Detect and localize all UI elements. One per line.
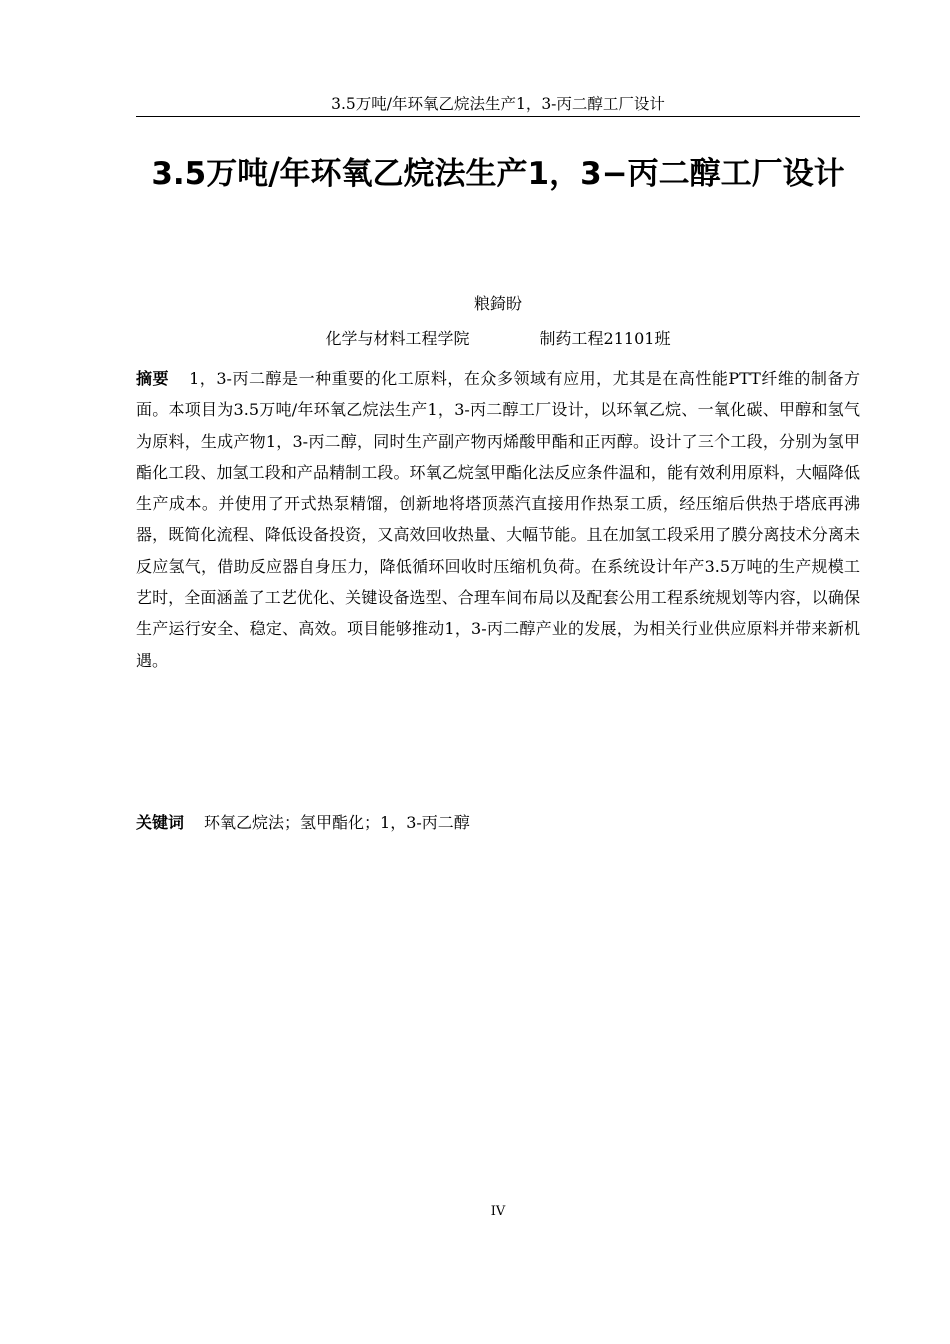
document-title: 3.5万吨/年环氧乙烷法生产1，3−丙二醇工厂设计 [151,156,845,192]
abstract-paragraph [136,363,860,676]
author-name: 粮錡盼 [473,294,522,313]
abstract-label: 摘要 [136,369,170,388]
keywords-line [136,807,860,838]
abstract-text: 1，3-丙二醇是一种重要的化工原料，在众多领域有应用，尤其是在高性能PTT纤维的制备方面。本项目为3.5万吨/年环氧乙烷法生产1，3-丙二醇工厂设计，以环氧乙烷、一氧化碳、甲醇和氢气为原料，生成产物1，3-丙二醇，同时生产副产物丙烯酸甲酯和正丙醇。设计了三个工段，分别为氢甲酯化工段、加氢工段和产品精制工段。环氧乙烷氢甲酯化法反应条件温和，能有效利用原料，大幅降低生产成本。并使用了开式热泵精馏，创新地将塔顶蒸汽直接用作热泵工质，经压缩后供热于塔底再沸器，既简化流程、降低设备投资，又高效回收热量、大幅节能。且在加氢工段采用了膜分离技术分离未反应氢气，借助反应器自身压力，降低循环回收时压缩机负荷。在系统设计年产3.5万吨的生产规模工艺时，全面涵盖了工艺优化、关键设备选型、合理车间布局以及配套公用工程系统规划等内容，以确保生产运行安全、稳定、高效。项目能够推动1，3-丙二醇产业的发展，为相关行业供应原料并带来新机遇。 [136,369,860,670]
keywords-label: 关键词 [136,813,185,832]
school-name: 化学与材料工程学院 [325,329,470,348]
running-header: 3.5万吨/年环氧乙烷法生产1，3-丙二醇工厂设计 [136,94,860,117]
class-name: 制药工程21101班 [539,329,671,348]
keywords-text: 环氧乙烷法；氢甲酯化；1，3-丙二醇 [204,813,470,832]
page-number: IV [490,1204,506,1219]
affiliation-line [136,327,860,351]
